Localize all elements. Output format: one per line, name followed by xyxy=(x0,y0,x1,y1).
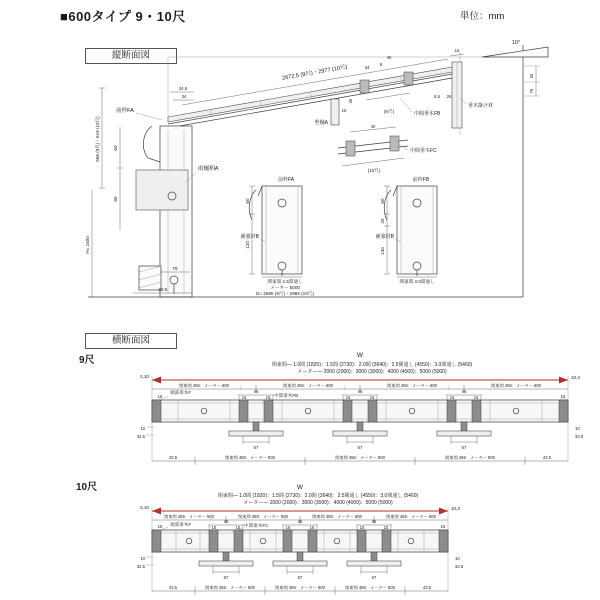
dim-label: 75 xyxy=(529,88,534,94)
dim-label: 10 xyxy=(140,556,145,561)
post-a-note: メーター 5000 xyxy=(270,285,300,290)
span-label: 関東間 455：メーター 500 xyxy=(335,455,385,460)
gutter-a-label: 雨樋柄A xyxy=(198,166,219,172)
section-9shaku-heading: 9尺 xyxy=(79,355,95,366)
dim-label: 60 xyxy=(380,198,385,204)
span-label: 関東間 455：メーター 500 xyxy=(312,514,362,519)
dim-label: 15 xyxy=(341,108,347,113)
dim-label: 15 xyxy=(211,525,217,530)
dim-label: 43.5 xyxy=(542,455,552,460)
dim-label: 15 xyxy=(235,525,241,530)
cross-section-9shaku xyxy=(137,352,584,465)
span-label: 関東間 455：メーター 500 xyxy=(283,383,333,388)
dim-label: 8 xyxy=(379,62,383,67)
dim-label: 43.5 xyxy=(168,585,178,590)
span-label: 関東間 455：メーター 500 xyxy=(386,514,436,519)
mid-rafter-fc-detail xyxy=(338,127,408,166)
roof-panel-band xyxy=(152,400,568,422)
height-dim-label: 566 (9尺)・619 (10尺) xyxy=(95,116,100,162)
dim-label: 15 xyxy=(440,524,446,529)
cross-section-10shaku xyxy=(137,484,464,595)
edge-dim-right: 10,3 xyxy=(451,506,460,511)
end-rafter-label: 端部垂木F xyxy=(170,390,192,395)
dim-label: 67 xyxy=(297,575,303,580)
front-frame-assembly xyxy=(136,126,192,297)
dim-label: 60 xyxy=(113,145,118,151)
dim-label: 43.5 xyxy=(422,585,432,590)
dim-label: 34.5 xyxy=(178,86,188,91)
span-label: 関東間 455：メーター 500 xyxy=(275,585,325,590)
dim-label: 15 xyxy=(241,395,247,400)
rafter-hanger-detail xyxy=(450,54,540,128)
dim-label: 43.5 xyxy=(168,455,178,460)
dim-label: 45 xyxy=(461,389,467,394)
page-title: ■600タイプ 9・10尺 xyxy=(60,9,186,24)
dim-label: 34 xyxy=(181,94,187,99)
span-label: 関東間 455：メーター 500 xyxy=(345,585,395,590)
dim-label: 50 xyxy=(529,73,534,79)
dim-label: 45 xyxy=(253,389,259,394)
dim-label: 15 xyxy=(473,395,479,400)
dim-label: 40 xyxy=(370,124,376,129)
span-label: 関東間 455：メーター 500 xyxy=(179,383,229,388)
roof-angle-label: 10° xyxy=(511,40,521,46)
dim-label: 76 xyxy=(172,266,178,271)
edge-dim-left: 3,10 xyxy=(140,505,149,510)
post-b-note: 関東間 3.0間通し xyxy=(399,279,435,284)
vertical-section-title: 縦断面図 xyxy=(85,48,177,64)
dim-label: 130 xyxy=(380,247,385,255)
span-label: 関東間 455：メーター 500 xyxy=(387,383,437,388)
dim-label: 67 xyxy=(461,445,467,450)
dim-label: 67 xyxy=(223,575,229,580)
span-label: 関東間 455：メーター 500 xyxy=(225,455,275,460)
dim-label: 32.5 xyxy=(136,564,145,569)
dim-label: 15 xyxy=(285,525,291,530)
w-dim-label: W xyxy=(356,352,364,359)
w-dim-label: W xyxy=(296,484,304,491)
dim-label: 15 xyxy=(454,48,460,53)
dim-label: 45 xyxy=(371,519,377,524)
edge-dim-right: 10,3 xyxy=(571,375,580,380)
post-detail-a xyxy=(249,186,302,277)
dim-label: 10 xyxy=(575,426,580,431)
dim-label: 15 xyxy=(265,395,271,400)
dim-label: 67 xyxy=(371,575,377,580)
reinforce-b-label: 補強材B xyxy=(375,234,394,240)
dim-label: 85 xyxy=(113,196,118,202)
dim-label: 60 xyxy=(245,198,250,204)
unit-label: 単位：mm xyxy=(460,11,505,22)
mid-rafter-fc-label: 中間垂木FC xyxy=(410,148,437,154)
dim-label: 92.5 xyxy=(158,287,168,292)
dim-label: 15 xyxy=(309,525,315,530)
dim-label: 45 xyxy=(223,519,229,524)
tate-toi-label: 竪樋A xyxy=(314,120,328,126)
spec-kanto: 関東間— 1.0間 (1820)：1.5間 (2730)：2.0間 (3640)：2.5間通し (4550)：3.0間通し (5460) xyxy=(217,493,419,499)
spec-meter: メーター— 2000 (2000)：3000 (3000)：4000 (4000)：5000 (5000) xyxy=(297,369,447,375)
dim-label: 15 xyxy=(560,394,566,399)
dim-label: 45 xyxy=(357,389,363,394)
dim-label: 15 xyxy=(383,525,389,530)
cross-section-title: 横断面図 xyxy=(85,333,177,349)
dim-label: 26 xyxy=(446,94,452,99)
dim-label: 15 xyxy=(345,395,351,400)
dim-label: 67 xyxy=(357,445,363,450)
spec-meter: メーター— 2000 (2000)：3000 (3000)：4000 (4000)：5000 (5000) xyxy=(243,500,393,506)
rafter-hanger-label: 垂木掛け材 xyxy=(468,103,494,109)
dim-label: 32.5 xyxy=(575,434,584,439)
front-frame-fa-label: 前枠FA xyxy=(277,177,295,183)
dim-label: 15 xyxy=(157,524,163,529)
span-label: 関東間 455：メーター 500 xyxy=(205,585,255,590)
span-label: 関東間 455：メーター 500 xyxy=(445,455,495,460)
mid-rafter-fb-label: 中間垂木FB xyxy=(414,111,441,117)
tate-toi-strut xyxy=(331,99,339,125)
span-label: 関東間 455：メーター 500 xyxy=(491,383,541,388)
dim-label: 32.5 xyxy=(136,434,145,439)
dim-label: 10 xyxy=(140,426,145,431)
size-10-label: (10尺) xyxy=(367,168,381,173)
span-label: 関東間 455：メーター 500 xyxy=(164,514,214,519)
post-detail-b xyxy=(384,186,437,277)
end-rafter-label: 端部垂木F xyxy=(170,522,192,527)
dim-label: 10 xyxy=(455,556,460,561)
dim-label: 120 xyxy=(245,241,250,249)
dim-label: 15 xyxy=(369,395,375,400)
span-label: 関東間 455：メーター 500 xyxy=(238,514,288,519)
front-frame-fb-label: 前枠FB xyxy=(412,177,430,183)
dim-label: 25 xyxy=(380,218,385,224)
dim-label: 67 xyxy=(253,445,259,450)
roof-panel-band xyxy=(152,530,448,552)
dim-label: 15 xyxy=(449,395,455,400)
mid-rafter-label: 中間垂木FC xyxy=(244,523,269,528)
section-10shaku-heading: 10尺 xyxy=(76,482,98,493)
post-a-note: 関東間 2.5間通し xyxy=(267,279,303,284)
vertical-section-drawing xyxy=(85,40,548,297)
dim-label: 45 xyxy=(297,519,303,524)
dim-label: 36 xyxy=(348,98,353,104)
post-a-note: D= 2685 (9尺)・2985 (10尺) xyxy=(256,291,314,296)
dim-label: 8.5 xyxy=(434,94,440,99)
dim-label: 40 xyxy=(386,55,392,60)
spec-kanto: 関東間— 1.0間 (1820)：1.5間 (2730)：2.0間 (3640)：2.5間通し (4550)：3.0間通し (5460) xyxy=(271,362,473,368)
front-frame-fa-label: 前枠FA xyxy=(115,108,134,114)
total-height-label: H= 2400 xyxy=(85,236,90,254)
dim-label: 15 xyxy=(157,394,163,399)
size-9-label: (9尺) xyxy=(383,109,395,114)
slope-dim-label: 2672.5 (9尺)・2977 (10尺) xyxy=(281,64,348,82)
reinforce-b-label: 補強材B xyxy=(240,234,259,240)
dim-label: 15 xyxy=(359,525,365,530)
roof-angle-wedge xyxy=(482,47,548,57)
dim-label: 32.5 xyxy=(455,564,464,569)
mid-rafter-label: 中間垂木FB xyxy=(274,393,299,398)
dim-label: 34 xyxy=(364,65,370,70)
edge-dim-left: 3,10 xyxy=(140,374,149,379)
